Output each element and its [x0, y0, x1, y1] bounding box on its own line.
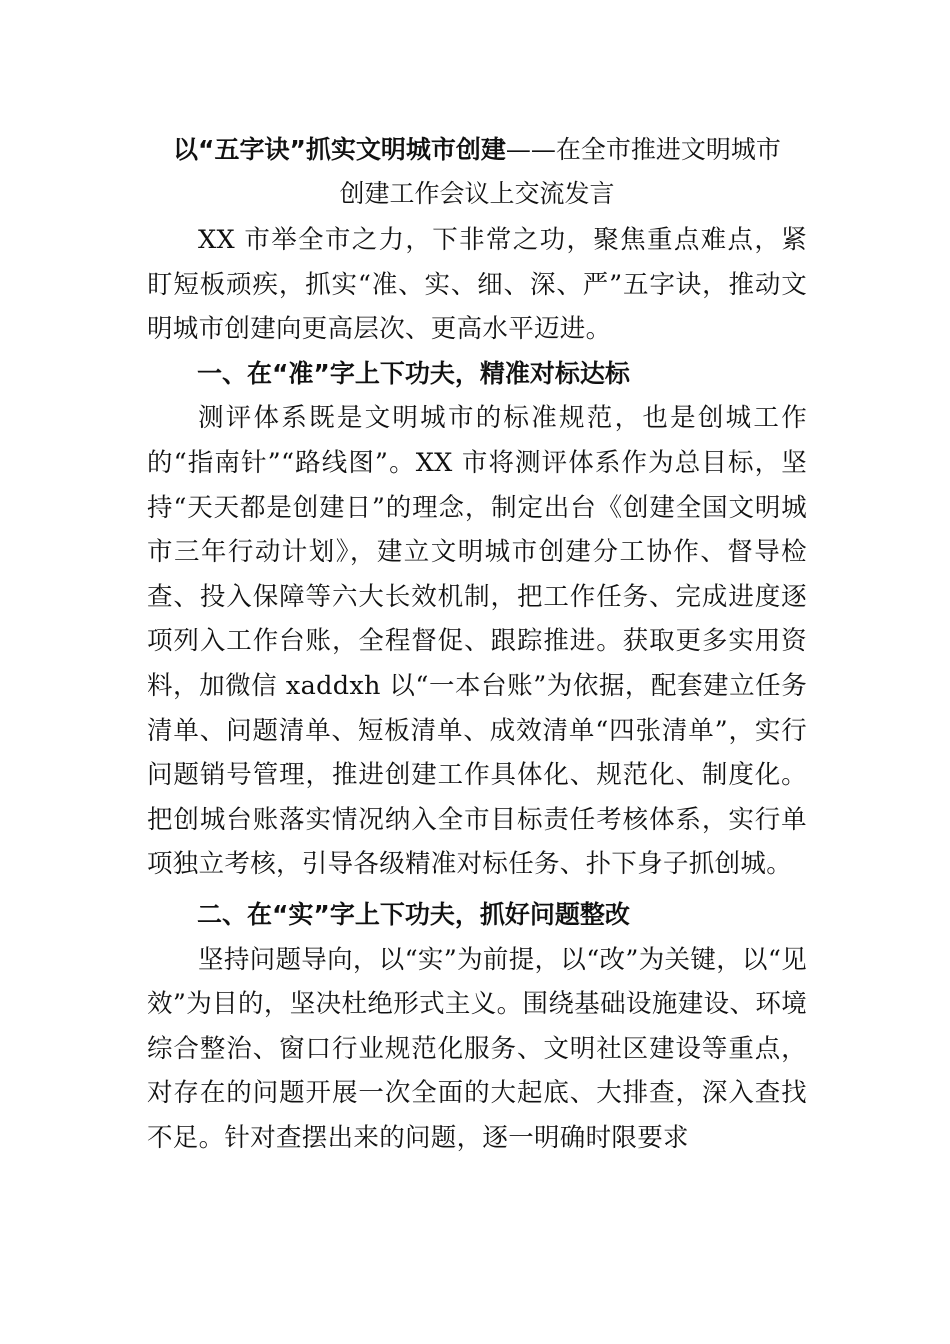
- title-main: 以“五字诀”抓实文明城市创建: [173, 135, 506, 164]
- section-heading-1: 一、在“准”字上下功夫，精准对标达标: [197, 358, 630, 388]
- section-body-1: 测评体系既是文明城市的标准规范，也是创城工作的“指南针”“路线图”。XX 市将测评体系作为总目标，坚持“天天都是创建日”的理念，制定出台《创建全国文明城市三年行动计划》，建立文明城市创建分工协作、督导检查、投入保障等六大长效机制，把工作任务、完成进度逐项列入工作台账，全程督促、跟踪推进。获取更多实用资料，加微信 xaddxh 以“一本台账”为依据，配套建立任务清单、问题清单、短板清单、成效清单“四张清单”，实行问题销号管理，推进创建工作具体化、规范化、制度化。把创城台账落实情况纳入全市目标责任考核体系，实行单项独立考核，引导各级精准对标任务、扑下身子抓创城。: [147, 403, 807, 880]
- title-subtitle-part2: 创建工作会议上交流发言: [339, 179, 615, 208]
- document-content: [147, 128, 807, 1160]
- document-title: [147, 128, 807, 172]
- title-subtitle-part1: ——在全市推进文明城市: [505, 135, 781, 164]
- intro-paragraph: XX 市举全市之力，下非常之功，聚焦重点难点，紧盯短板顽疾，抓实“准、实、细、深、严”五字诀，推动文明城市创建向更高层次、更高水平迈进。: [147, 225, 807, 345]
- section-heading-2: 二、在“实”字上下功夫，抓好问题整改: [197, 899, 630, 929]
- section-body-2: 坚持问题导向，以“实”为前提，以“改”为关键，以“见效”为目的，坚决杜绝形式主义。围绕基础设施建设、环境综合整治、窗口行业规范化服务、文明社区建设等重点，对存在的问题开展一次全面的大起底、大排查，深入查找不足。针对查摆出来的问题，逐一明确时限要求: [147, 944, 807, 1153]
